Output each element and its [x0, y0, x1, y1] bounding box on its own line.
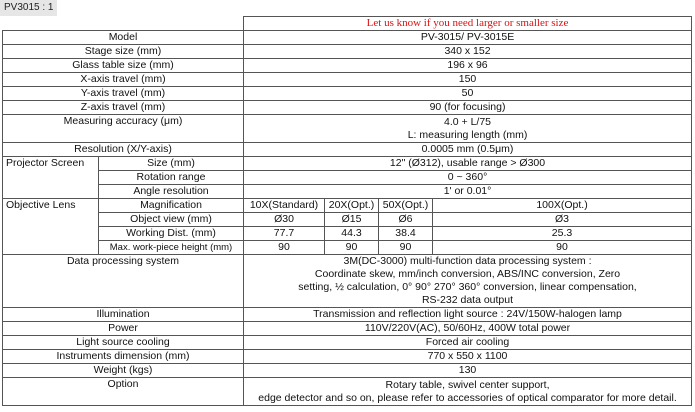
power-value: 110V/220V(AC), 50/60Hz, 400W total power: [244, 322, 692, 336]
view-cell: Ø3: [433, 213, 692, 227]
z-travel-label: Z-axis travel (mm): [3, 101, 244, 115]
illumination-value: Transmission and reflection light source : 24V/150W-halogen lamp: [244, 308, 692, 322]
angle-label: Angle resolution: [99, 185, 244, 199]
weight-value: 130: [244, 364, 692, 378]
data-processing-line: 3M(DC-3000) multi-function data processing system :: [343, 255, 592, 267]
option-line: edge detector and so on, please refer to accessories of optical comparator for more detail.: [258, 391, 677, 404]
x-travel-value: 150: [244, 73, 692, 87]
view-cell: Ø30: [244, 213, 325, 227]
max-height-label: Max. work-piece height (mm): [99, 241, 244, 255]
dist-cell: 38.4: [379, 227, 433, 241]
accuracy-note: L: measuring length (mm): [407, 128, 528, 141]
objective-group-label: Objective Lens: [3, 199, 99, 255]
size-note: Let us know if you need larger or smaller size: [244, 17, 692, 31]
projector-size-label: Size (mm): [99, 157, 244, 171]
mag-cell: 10X(Standard): [244, 199, 325, 213]
dist-cell: 77.7: [244, 227, 325, 241]
z-travel-value: 90 (for focusing): [244, 101, 692, 115]
option-label: Option: [3, 378, 244, 406]
dimension-value: 770 x 550 x 1100: [244, 350, 692, 364]
projector-group-label: Projector Screen: [3, 157, 99, 199]
option-value: [244, 378, 692, 406]
resolution-value: 0.0005 mm (0.5μm): [244, 143, 692, 157]
magnification-label: Magnification: [99, 199, 244, 213]
angle-value: 1' or 0.01°: [244, 185, 692, 199]
power-label: Power: [3, 322, 244, 336]
object-view-label: Object view (mm): [99, 213, 244, 227]
data-processing-value: [244, 255, 692, 308]
illumination-label: Illumination: [3, 308, 244, 322]
data-processing-line: RS-232 data output: [421, 294, 514, 306]
cooling-value: Forced air cooling: [244, 336, 692, 350]
rotation-label: Rotation range: [99, 171, 244, 185]
model-value: PV-3015/ PV-3015E: [244, 31, 692, 45]
working-dist-label: Working Dist. (mm): [99, 227, 244, 241]
cooling-label: Light source cooling: [3, 336, 244, 350]
height-cell: 90: [244, 241, 325, 255]
resolution-label: Resolution (X/Y-axis): [3, 143, 244, 157]
model-label: Model: [3, 31, 244, 45]
stage-size-value: 340 x 152: [244, 45, 692, 59]
mag-cell: 100X(Opt.): [433, 199, 692, 213]
y-travel-value: 50: [244, 87, 692, 101]
data-processing-label: Data processing system: [3, 255, 244, 308]
dist-cell: 25.3: [433, 227, 692, 241]
accuracy-label: Measuring accuracy (μm): [3, 115, 244, 143]
projector-size-value: 12" (Ø312), usable range > Ø300: [244, 157, 692, 171]
dist-cell: 44.3: [325, 227, 379, 241]
view-cell: Ø15: [325, 213, 379, 227]
height-cell: 90: [325, 241, 379, 255]
model-tag: PV3015 : 1: [0, 0, 57, 16]
data-processing-line: setting, ½ calculation, 0° 90° 270° 360° conversion, linear compensation,: [298, 281, 637, 293]
mag-cell: 20X(Opt.): [325, 199, 379, 213]
view-cell: Ø6: [379, 213, 433, 227]
mag-cell: 50X(Opt.): [379, 199, 433, 213]
option-line: Rotary table, swivel center support,: [385, 378, 550, 391]
data-processing-line: Coordinate skew, mm/inch conversion, ABS/INC conversion, Zero: [314, 268, 621, 280]
accuracy-formula: 4.0 + L/75: [444, 115, 492, 128]
weight-label: Weight (kgs): [3, 364, 244, 378]
rotation-value: 0 ~ 360°: [244, 171, 692, 185]
glass-table-label: Glass table size (mm): [3, 59, 244, 73]
spec-table: [2, 16, 692, 406]
height-cell: 90: [379, 241, 433, 255]
accuracy-value: [244, 115, 692, 143]
stage-size-label: Stage size (mm): [3, 45, 244, 59]
y-travel-label: Y-axis travel (mm): [3, 87, 244, 101]
height-cell: 90: [433, 241, 692, 255]
glass-table-value: 196 x 96: [244, 59, 692, 73]
x-travel-label: X-axis travel (mm): [3, 73, 244, 87]
dimension-label: Instruments dimension (mm): [3, 350, 244, 364]
